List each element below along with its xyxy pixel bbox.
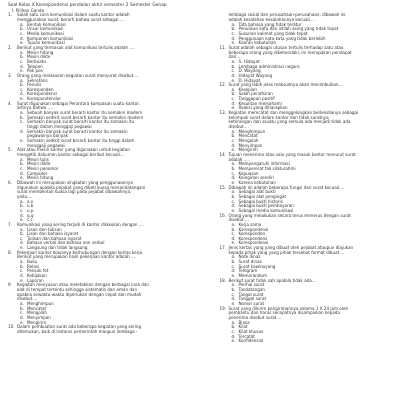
option-text: Karena kebutuhan [238,179,276,185]
option-letter: a. [231,128,236,134]
question-block [8,223,202,251]
option-letter: d. [20,240,24,246]
option-letter: c. [20,235,24,241]
question-number: 3. [8,72,12,78]
option-text: Tanggapan positif [238,96,275,102]
question-number: 6. [8,179,12,185]
option-letter: c. [231,68,236,74]
option-text: Hidayat Wayang [238,72,273,78]
question-block [220,279,414,307]
option-text: Reaksi yang diharapkan [238,105,288,111]
option-text: Komponen komunikasi [27,35,74,41]
option-letter: b. [20,54,24,60]
option-letter: c. [20,268,24,274]
option-letter: b. [20,114,24,120]
indent [220,218,229,223]
option-letter: b. [20,26,24,32]
option-text: a.n [27,198,34,204]
option-text: Mesin penomor [27,165,59,171]
option-letter: d. [231,100,236,106]
indent [220,251,229,256]
question-text: digunakan apabila pejabat yang dibeti kuasa menandatangani [17,184,146,190]
option-text: Sebagai bukti pembayaran [238,203,294,209]
indent [220,125,229,130]
question-text: Orang yang melakukan secara terus menerus dengan surat [228,212,351,218]
option-letter: a. [20,259,24,265]
option-text: Lembaga administrasi negara [238,63,300,69]
option-letter: b. [231,91,236,97]
question-text: Komunikasi yang sering terjadi di kantor dilakukan dengan .... [17,221,144,227]
question-block [8,181,202,223]
option-text: Tujuan komunikasi [27,40,65,46]
question-text: Surat digunakan sebagai Perantara kampasan suatu kantor, [17,100,141,106]
option-text: Bahasa verbal dan bahasa non verbal [27,240,105,246]
question-text: Dibawah ini adalah beberapa fungsi dari surat kecuali.... [228,184,345,190]
option-text: menggaji pegawai [27,142,65,148]
question-block [220,153,414,186]
option-text: Kaeran kebutuhan [238,40,277,46]
option-letter: e. [20,245,24,251]
question-text: surat membentuk kuasa lagi pada pejabat dibawahnya, [17,189,132,195]
option-letter: a. [231,221,236,227]
option-letter: c. [20,310,24,316]
question-block [8,74,202,102]
option-text: u.b [27,203,34,209]
option-letter: a. [20,226,24,232]
indent [8,255,17,260]
option-text: Langsung dan tidak langsung [27,245,88,251]
question-block [8,251,202,284]
option-letter: b. [231,193,236,199]
option-text: Menghimpun [238,128,266,134]
option-text: Semakin sedikit surat berarti kantor itu tinggi dalam [27,138,135,144]
question-number: 9. [8,282,12,288]
question-text: Pekerjaan kantor biasanya berhubungan dengan kertas kerja. [17,249,144,255]
option-letter: e. [231,240,236,246]
option-text: Mempengaruhi informasi [238,161,290,167]
option-letter: e. [231,273,236,279]
option-letter: d. [231,203,236,209]
question-number: 7. [8,221,12,227]
option-letter: d. [231,35,236,41]
option-text: u.p [27,207,34,213]
option-letter: c. [20,207,24,213]
option-letter: d. [20,314,24,320]
question-block [220,307,414,344]
option-letter: a. [231,21,236,27]
question-text: Orang yang melakukan kegiatan surat menyurat disebut.... [17,72,139,78]
option-letter: b. [231,226,236,232]
option-letter: a. [20,77,24,83]
option-letter: c. [231,231,236,237]
option-text: Penggunaan kata-kata yang tidak berlebih [238,35,326,41]
option-letter: e. [231,207,236,213]
option-text: Sebagai alat bukti [238,189,276,195]
option-letter: b. [231,63,236,69]
question-text: Dalam pembuatan surat ada beberapa kegiatan yang sering [17,324,142,330]
indent [220,55,229,60]
option-text: Korespondensior [27,96,62,102]
question-text: Surat yang lebih jelas maksudnya akan menimbulkan.... [228,82,344,88]
option-letter: e. [231,301,236,306]
option-text: Tanggal surat [238,296,267,302]
option-text: Kilat [238,324,248,330]
question-number: 5. [8,147,12,153]
question-text: Berikut yang merupakan hasil pekerjaan kantor adalah .... [17,254,137,260]
question-block [8,148,202,181]
option-text: Mesin hitung [27,175,54,181]
question-text: Surat adalah sebagai utusan tertulis terhadap satu atau [228,44,344,50]
question-text: mengetik dokumen kantor sebagai berikut kecuali.... [17,152,126,157]
question-text: pembantu dan harus secepatnya disampaikan kepada [228,310,340,316]
question-block [8,46,202,74]
option-text: Kilat khusus [238,328,264,334]
option-text: Tangal surat [238,291,264,297]
question-text: penerima disebut surat.... [228,314,282,320]
question-text: artinya bahwa .... [17,105,53,111]
indent [220,18,229,23]
option-text: Mengolah [238,138,259,144]
option-text: Mesin tulis [27,156,49,162]
option-text: Laporan [27,277,44,283]
indent [8,106,17,111]
question-number: 14. [219,152,227,157]
question-text: lembaga sosial dan perusahaan-perusahaan, dibawah ini [228,12,346,18]
option-text: Korespondensi [238,240,269,246]
section-heading: I. Pilihan Ganda [12,7,44,13]
option-text: Mengolah [27,310,47,316]
option-text: D. Hidayat [238,77,261,83]
option-text: Media komunikasi [27,30,64,36]
question-text: disebut.... [228,124,249,130]
option-text: Semakin banyak surat berarti kantor itu semakin itu [27,119,135,125]
option-text: Konfidensial [238,338,264,344]
question-block [220,46,414,83]
option-text: tinggi dalam menggaji pegawai [27,124,92,130]
option-letter: c. [231,291,236,297]
answer-option [232,339,414,344]
option-text: Sebagai bukti historis [238,198,283,204]
option-letter: a. [231,282,236,288]
option-text: q.q [27,212,34,218]
question-number: 11. [219,44,227,50]
option-text: Surat dinas [238,259,262,265]
indent [8,330,17,335]
option-letter: b. [20,161,24,167]
question-text: Tujuan menerima atau salu yang masuk kantor menurut surat [228,152,356,157]
option-letter: b. [20,305,24,311]
option-text: Nomor surat [238,301,265,306]
option-letter: e. [231,77,236,83]
option-letter: e. [231,338,236,344]
question-columns [8,13,413,344]
option-letter: d. [20,170,24,176]
option-letter: d. [231,72,236,78]
option-text: Korespondens [238,235,268,241]
option-text: c.c [27,217,33,223]
option-letter: d. [231,175,236,181]
question-block [220,246,414,279]
option-letter: c. [20,86,24,92]
option-text: Sebuah banyak surat berarti kantor itu semakin modern [27,110,143,116]
option-letter: c. [231,30,236,36]
option-letter: e. [20,96,24,102]
option-text: Mencatat [238,133,258,139]
option-letter: b. [231,165,236,171]
option-letter: c. [20,58,24,64]
question-block [8,325,202,334]
option-letter: d. [231,333,236,339]
option-text: Kesulitan memahami [238,100,282,106]
question-number: 16. [219,212,227,218]
option-letter: a. [20,49,24,55]
option-letter: d. [20,212,24,218]
question-number: 15. [219,184,227,190]
option-text: Mesin dikte [27,161,51,167]
option-text: Buku [27,259,38,265]
option-text: Kesepian [238,86,257,92]
question-number: 13. [219,110,227,116]
question-text: Berikut yang termasuk alat komunikasi tertulis adalah .... [17,44,135,50]
question-text: disebut.... [228,217,249,223]
option-text: Lisan dan tulisan [27,226,62,232]
question-text: Kegiatan menyusun atau meletakkan dengan berbagai cara dan [17,282,149,288]
option-text: Penulisan kata dan istilah asing yang tidak tepat [238,26,339,32]
option-text: Semakin sedikit surat berarti kantor itu semakin modern [27,114,144,120]
option-letter: d. [20,273,24,279]
question-text: menggunakan surat, berarti bahwa surat sebagai .... [17,16,126,22]
option-letter: c. [231,263,236,269]
question-number: 19. [219,305,227,311]
option-text: Menyimpan [238,142,263,148]
option-text: Pak pos [27,68,43,74]
question-text: Salah satu cara komunikasi dalam suatu kantor adalah [17,12,130,18]
option-text: Kebijakan [27,273,47,279]
question-text: beberapa orang yang dikehendaki, ini merupakan pendapat [228,49,352,55]
option-text: Mencatat [27,305,47,311]
option-letter: c. [231,170,236,176]
question-number: 10. [8,324,15,330]
question-text: Jenis kertas yang yang dibuat oleh pejabat ataupun diajukan [228,245,354,251]
question-text: disebut.... [17,296,38,302]
option-letter: d. [20,91,24,97]
option-text: Menyimpan [27,314,51,320]
question-block [8,102,202,149]
option-letter: b. [20,82,24,88]
option-text: Tulisan dan bahasa isyarat [27,235,82,241]
question-text: keterangan dan ssuatu yang semula ada menjadi tidak ada [228,119,351,125]
option-letter: a. [20,156,24,162]
option-letter: a. [231,86,236,92]
option-letter: c. [231,198,236,204]
question-block [220,13,414,46]
option-text: Mesin dikte [27,54,51,60]
question-line [8,330,202,335]
option-text: Memorandum [238,273,268,279]
option-letter: a. [231,189,236,195]
option-text: Tercatat [238,333,255,339]
option-letter: b. [231,26,236,32]
option-letter: e. [231,147,236,153]
option-text: Salah penafsiran [238,91,273,97]
option-letter: c. [231,96,236,102]
option-letter: d. [231,142,236,148]
option-text: Sebagai alat pengingat [238,193,287,199]
option-text: Berbuatu [27,58,46,64]
option-text: Korespondensi [27,91,57,97]
right-column [220,13,414,344]
question-text: yaitu.... [17,193,33,199]
indent [8,195,17,200]
question-text: Kegiatan memcatat dan menggolongkan berkesdianya sebagai [228,110,359,116]
option-text: Note dinas [238,254,261,260]
option-letter: c. [20,30,24,36]
option-text: Sekretaris [27,77,48,83]
option-text: Kepuasan [238,170,259,176]
question-number: 2. [8,44,12,50]
question-text: Berikut surat tidak sah apabila tidak ada.... [228,277,317,283]
option-letter: d. [20,63,24,69]
option-letter: d. [231,296,236,302]
question-text: Dibawah ini merupakan singkatan yang penggunaannya [17,179,133,185]
question-text: dari.... [228,54,242,60]
option-text: Mempererat tali silaturahmi [238,165,296,171]
option-text: Surat kawinoyang [238,263,276,269]
option-letter: d. [231,235,236,241]
option-letter: c. [231,138,236,144]
option-letter: d. [20,35,24,41]
question-text: adalah kesalahan-kesalahannya kecuali.... [228,16,315,22]
option-letter: e. [231,40,236,46]
option-letter: b. [231,133,236,139]
option-letter: c. [231,328,236,334]
option-letter: a. [20,301,24,306]
question-text: kelompok surat dalam kantor dan tidak suratnya [228,114,329,120]
option-letter: a. [231,319,236,325]
option-text: pegawainya banyak [27,133,69,139]
option-letter: e. [20,138,24,144]
indent [8,153,17,158]
question-block [8,283,202,325]
option-letter: d. [231,268,236,274]
option-letter: e. [20,217,24,223]
question-text: Alat atau mesin kantor yang digunakan untuk kegiatan [17,147,130,153]
option-text: Perihal surat [238,282,265,288]
option-text: Unsur komunikasi [27,26,64,32]
option-text: Kerja sama [238,221,262,227]
option-text: Biasa [238,319,250,325]
option-letter: a. [231,161,236,167]
option-letter: e. [20,40,24,46]
option-text: Tandatangan [238,287,265,293]
question-text: alat di tempat tertentu sehingga sistematis dan aman dan [17,287,138,293]
option-text: Telegram [238,268,258,274]
option-text: S. Hidayat [238,58,260,64]
question-number: 8. [8,249,12,255]
option-text: Mengirim [27,319,47,325]
question-block [220,186,414,214]
question-text: kepada pihak yang yang pihak tersebut format dibuat.... [228,249,345,255]
question-number: 1. [8,12,12,18]
indent [8,297,17,302]
option-text: Mengirim [238,147,258,153]
option-letter: b. [20,263,24,269]
indent [220,158,229,163]
option-text: Relasi [27,263,40,269]
option-letter: b. [20,231,24,237]
option-text: Telepon [27,63,43,69]
question-block [220,111,414,153]
question-text: Surat yang dikirim pengirimannya selama 1 X 24 jam oleh [228,305,349,311]
option-letter: e. [231,105,236,111]
option-letter: b. [20,203,24,209]
option-letter: d. [20,128,24,134]
option-text: Korespondensi [238,226,269,232]
indent [8,18,17,23]
option-text: Menghimpun [27,301,54,306]
question-text: ditemukan, baik di instansi pemerintah maupun lembaga - [17,328,138,334]
left-column [8,13,202,344]
option-letter: a. [231,58,236,64]
option-text: Lisan dan bahasa isyarat [27,231,79,237]
option-text: Sebagai media komunikasi [238,207,294,213]
option-text: Mesin hitung [27,49,54,55]
option-text: Koresponden [238,231,266,237]
option-text: Koresponden [27,86,54,92]
option-letter: c. [20,165,24,171]
question-number: 4. [8,100,12,106]
option-text: Keinginan sendiri [238,175,274,181]
option-text: Bentuk komunikasi [27,21,66,27]
question-block [8,13,202,46]
question-number: 12. [219,82,227,88]
option-letter: a. [231,254,236,260]
option-letter: b. [231,287,236,293]
option-letter: e. [20,175,24,181]
indent [220,316,229,321]
question-block [220,214,414,247]
option-text: Pensuk fot [27,268,49,274]
option-letter: a. [20,21,24,27]
option-letter: a. [20,110,24,116]
option-letter: e. [20,277,24,283]
question-text: adalah .... [228,156,249,162]
question-number: 17. [219,245,227,251]
option-text: D. Wayang [238,68,261,74]
option-letter: e. [20,68,24,74]
option-text: Tata bahasa yang tidak teratur [238,21,302,27]
option-letter: a. [20,198,24,204]
option-text: Penulis [27,82,42,88]
option-text: Computer [27,170,48,176]
option-letter: e. [231,179,236,185]
option-text: Semakin banyak surat berarti kantor itu semakin [27,128,128,134]
question-block [220,83,414,111]
option-letter: b. [231,324,236,330]
option-letter: e. [20,319,24,325]
question-number: 18. [219,277,227,283]
option-letter: c. [20,119,24,125]
question-text: apabila sewaktu-waktu diperlukan dengan cepat dan mudah [17,291,142,297]
option-text: Susunan kalimat yang tidak tepat [238,30,308,36]
option-letter: b. [231,259,236,265]
document-title: Soal Kelas X Korespondensi pendalan akhir semester 2 Semester Genap [8,3,167,8]
